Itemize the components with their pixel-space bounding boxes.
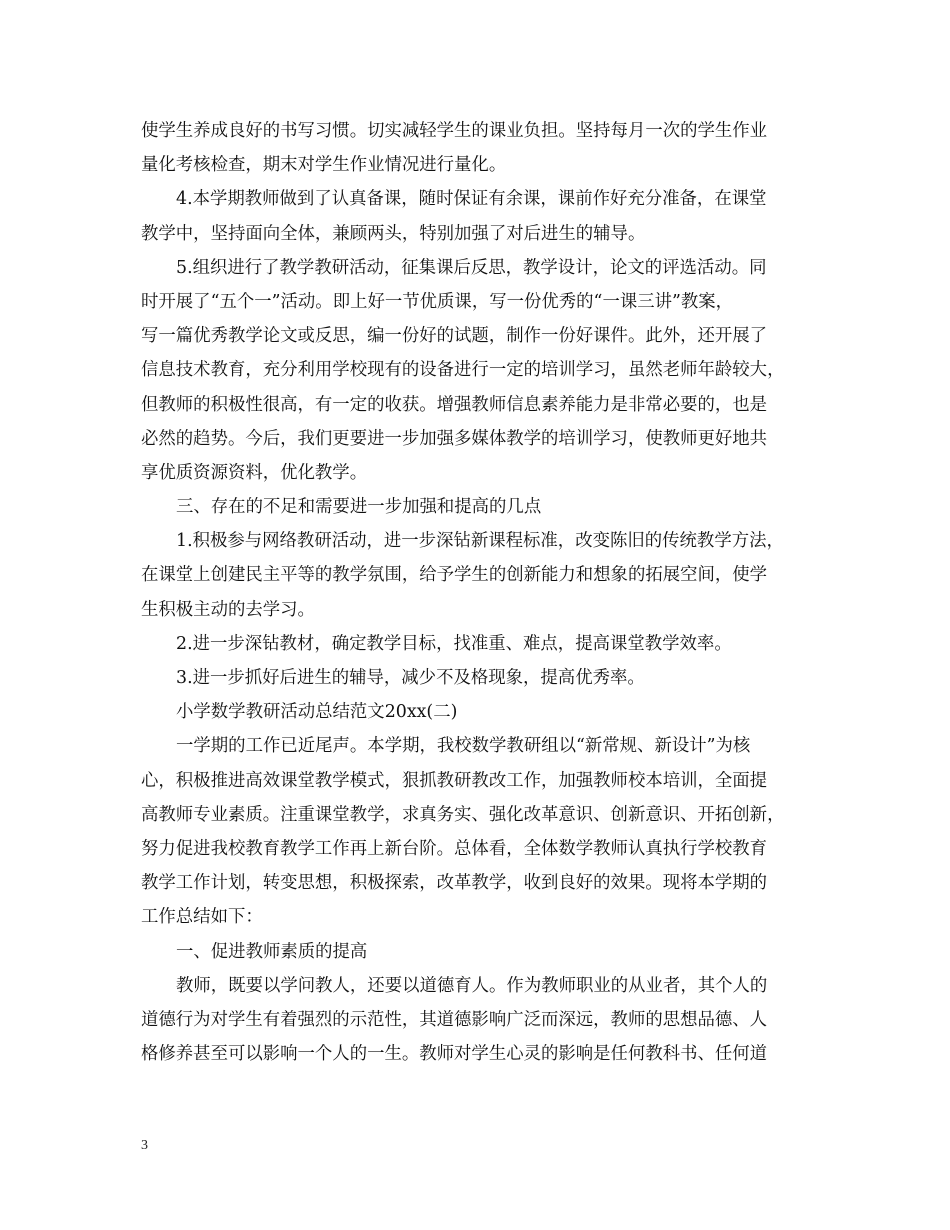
document-body [141,114,821,1071]
section-heading: 三、存在的不足和需要进一步加强和提高的几点 [176,497,542,518]
text-line: 4.本学期教师做到了认真备课，随时保证有余课，课前作好充分准备，在课堂 [176,189,767,210]
text-line: 高教师专业素质。注重课堂教学，求真务实、强化改革意识、创新意识、开拓创新， [141,804,785,825]
text-line: 享优质资源资料，优化教学。 [141,462,368,483]
text-line: 信息技术教育，充分利用学校现有的设备进行一定的培训学习，虽然老师年龄较大， [141,360,785,381]
text-line: 生积极主动的去学习。 [141,599,315,620]
text-line: 3.进一步抓好后进生的辅导，减少不及格现象，提高优秀率。 [176,668,645,688]
text-line: 1.积极参与网络教研活动，进一步深钻新课程标准，改变陈旧的传统教学方法， [176,531,784,552]
text-line: 工作总结如下： [141,907,263,928]
text-line: 一学期的工作已近尾声。本学期，我校数学教研组以“新常规、新设计”为核 [176,736,751,757]
text-line: 5.组织进行了教学教研活动，征集课后反思，教学设计，论文的评选活动。同 [176,257,767,278]
text-line: 努力促进我校教育教学工作再上新台阶。总体看，全体数学教师认真执行学校教育 [141,838,768,859]
text-line: 量化考核检查，期末对学生作业情况进行量化。 [141,155,507,176]
text-line: 2.进一步深钻教材，确定教学目标，找准重、难点，提高课堂教学效率。 [176,633,732,654]
text-line: 写一篇优秀教学论文或反思，编一份好的试题，制作一份好课件。此外，还开展了 [141,326,768,347]
page-number: 3 [141,1138,148,1153]
text-line: 必然的趋势。今后，我们更要进一步加强多媒体教学的培训学习，使教师更好地共 [141,428,768,449]
text-line: 格修养甚至可以影响一个人的一生。教师对学生心灵的影响是任何教科书、任何道 [141,1044,768,1065]
text-line: 教师，既要以学问教人，还要以道德育人。作为教师职业的从业者，其个人的 [176,975,768,996]
text-line: 心，积极推进高效课堂教学模式，狠抓教研教改工作，加强教师校本培训，全面提 [141,770,768,791]
text-line: 教学工作计划，转变思想，积极探索，改革教学，收到良好的效果。现将本学期的 [141,873,768,894]
text-line: 在课堂上创建民主平等的教学氛围，给予学生的创新能力和想象的拓展空间，使学 [141,565,768,586]
text-line: 但教师的积极性很高，有一定的收获。增强教师信息素养能力是非常必要的，也是 [141,394,768,415]
text-line: 道德行为对学生有着强烈的示范性，其道德影响广泛而深远，教师的思想品德、人 [141,1009,768,1030]
text-line: 使学生养成良好的书写习惯。切实减轻学生的课业负担。坚持每月一次的学生作业 [141,121,768,141]
article-title: 小学数学教研活动总结范文20xx(二) [176,702,458,723]
text-line: 时开展了“五个一”活动。即上好一节优质课，写一份优秀的“一课三讲”教案， [141,291,734,312]
text-line: 教学中，坚持面向全体，兼顾两头，特别加强了对后进生的辅导。 [141,223,646,244]
section-heading: 一、促进教师素质的提高 [176,941,368,962]
